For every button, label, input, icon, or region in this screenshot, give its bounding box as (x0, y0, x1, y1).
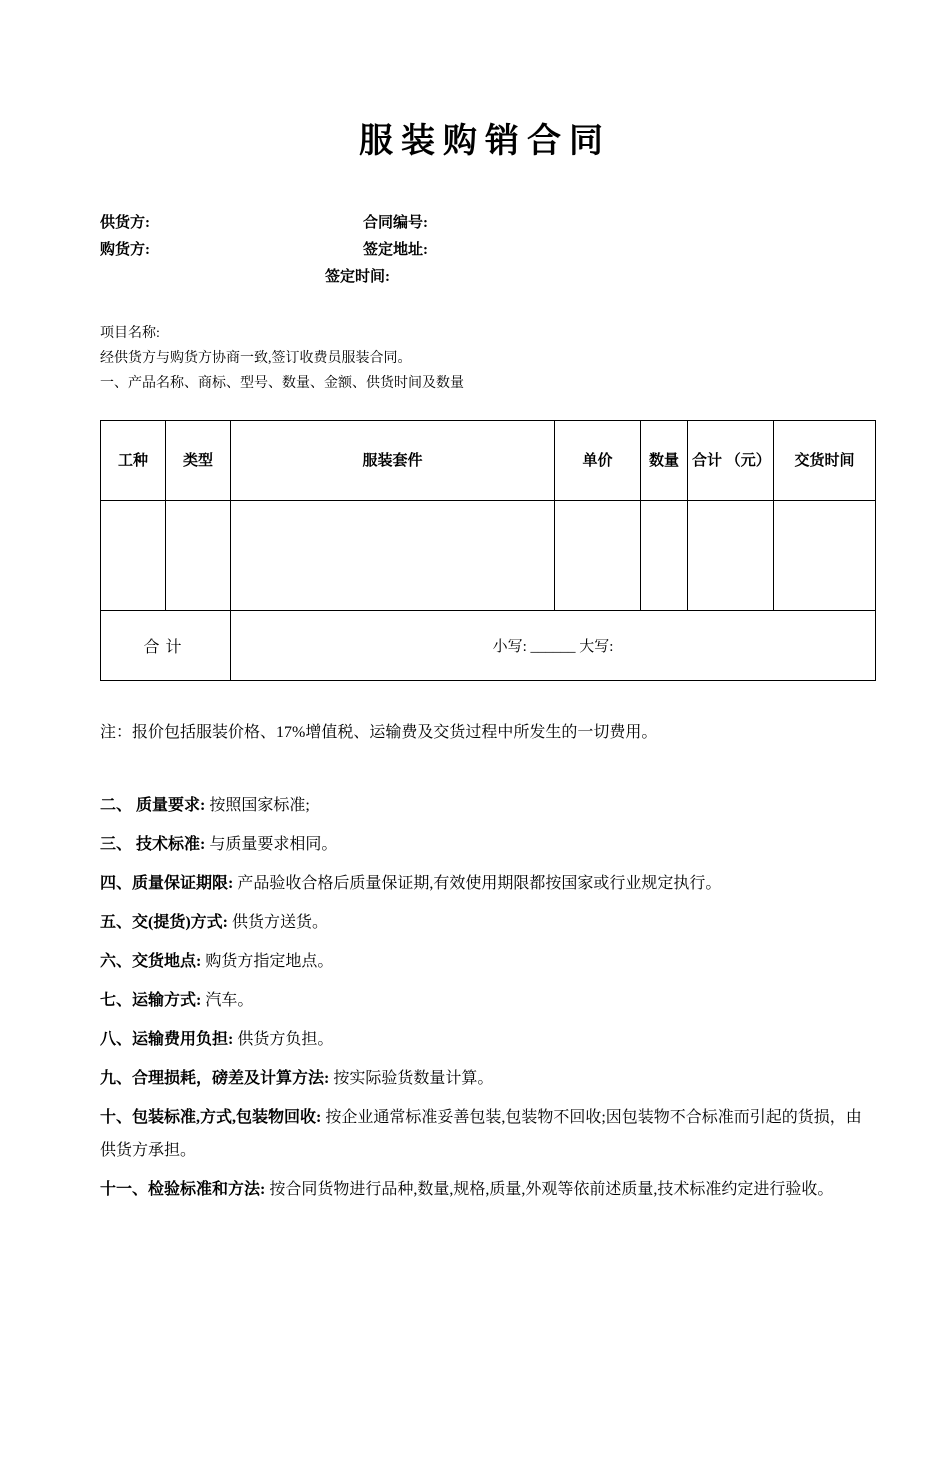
clause-number: 十、 (100, 1109, 133, 1126)
col-header-unit-price: 单价 (555, 421, 641, 501)
clause-text: 按企业通常标准妥善包装,包装物不回收;因包装物不合标准而引起的货损，由供货方承担。 (100, 1109, 862, 1159)
clause-text: 按实际验货数量计算。 (329, 1070, 494, 1087)
table-cell-type (166, 501, 231, 611)
clause-text: 供货方负担。 (233, 1031, 334, 1048)
clause-title: 质量保证期限: (132, 875, 234, 892)
table-cell-clothing-set (231, 501, 555, 611)
clause-number: 二、 (100, 797, 137, 814)
clause-number: 九、 (100, 1070, 133, 1087)
col-header-type: 类型 (166, 421, 231, 501)
clause-title: 交货地点: (132, 953, 202, 970)
clause-2-quality (100, 789, 870, 822)
meta-row-3 (100, 264, 870, 291)
clause-text: 购货方指定地点。 (201, 953, 334, 970)
clause-3-technical (100, 828, 870, 861)
clause-text: 产品验收合格后质量保证期,有效使用期限都按国家或行业规定执行。 (233, 875, 722, 892)
meta-row-1 (100, 210, 870, 237)
project-name-label: 项目名称: (100, 326, 160, 341)
clause-title: 包装标准,方式,包装物回收: (132, 1109, 322, 1126)
clause-number: 六、 (100, 953, 133, 970)
clause-text: 供货方送货。 (228, 914, 329, 931)
contract-document (0, 113, 950, 1457)
clause-title: 检验标准和方法: (148, 1181, 266, 1198)
page-title: 服装购销合同 (359, 123, 611, 160)
sum-amount-text: 小写: ______ 大写: (231, 611, 876, 681)
table-row (101, 501, 876, 611)
clause-text: 与质量要求相同。 (205, 836, 338, 853)
clause-text: 按合同货物进行品种,数量,规格,质量,外观等依前述质量,技术标准约定进行验收。 (265, 1181, 834, 1198)
clause-title: 合理损耗，磅差及计算方法: (132, 1070, 330, 1087)
clause-title: 质量要求: (136, 797, 206, 814)
clause-number: 十一、 (100, 1181, 149, 1198)
clause-4-warranty (100, 867, 870, 900)
sign-time-label: 签定时间: (325, 269, 390, 285)
clause-number: 四、 (100, 875, 133, 892)
clause-number: 三、 (100, 836, 137, 853)
clause-title: 运输方式: (132, 992, 202, 1009)
clause-10-packaging (100, 1101, 870, 1167)
col-header-total-yuan: 合计 （元） (688, 421, 774, 501)
meta-row-2 (100, 237, 870, 264)
price-note: 注：报价包括服装价格、17%增值税、运输费及交货过程中所发生的一切费用。 (100, 724, 658, 741)
clause-9-loss-calculation (100, 1062, 870, 1095)
col-header-worktype: 工种 (101, 421, 166, 501)
clause-11-inspection (100, 1173, 870, 1206)
clause-title: 运输费用负担: (132, 1031, 234, 1048)
supplier-label: 供货方: (100, 215, 150, 231)
intro-section (100, 321, 870, 396)
table-sum-row (101, 611, 876, 681)
table-cell-unit-price (555, 501, 641, 611)
table-header-row (101, 421, 876, 501)
sign-place-label: 签定地址: (363, 242, 428, 258)
clause-title: 交(提货)方式: (132, 914, 229, 931)
product-table (100, 420, 876, 681)
table-cell-worktype (101, 501, 166, 611)
clause-title: 技术标准: (136, 836, 206, 853)
clause-5-delivery-method (100, 906, 870, 939)
col-header-clothing-set: 服装套件 (231, 421, 555, 501)
col-header-delivery-time: 交货时间 (774, 421, 876, 501)
clause-number: 八、 (100, 1031, 133, 1048)
table-cell-total (688, 501, 774, 611)
clause-text: 汽车。 (201, 992, 254, 1009)
table-cell-quantity (641, 501, 688, 611)
col-header-quantity: 数量 (641, 421, 688, 501)
sum-label: 合计 (101, 611, 231, 681)
clauses-section (100, 789, 870, 1206)
table-cell-delivery-time (774, 501, 876, 611)
clause-6-delivery-place (100, 945, 870, 978)
intro-line-agreement: 经供货方与购货方协商一致,签订收费员服装合同。 (100, 351, 412, 366)
contract-meta (100, 210, 870, 291)
buyer-label: 购货方: (100, 242, 150, 258)
section-heading-products: 一、产品名称、商标、型号、数量、金额、供货时间及数量 (100, 376, 464, 391)
clause-number: 七、 (100, 992, 133, 1009)
contract-number-label: 合同编号: (363, 215, 428, 231)
clause-7-transport (100, 984, 870, 1017)
clause-8-freight-cost (100, 1023, 870, 1056)
clause-number: 五、 (100, 914, 133, 931)
clause-text: 按照国家标准; (205, 797, 310, 814)
